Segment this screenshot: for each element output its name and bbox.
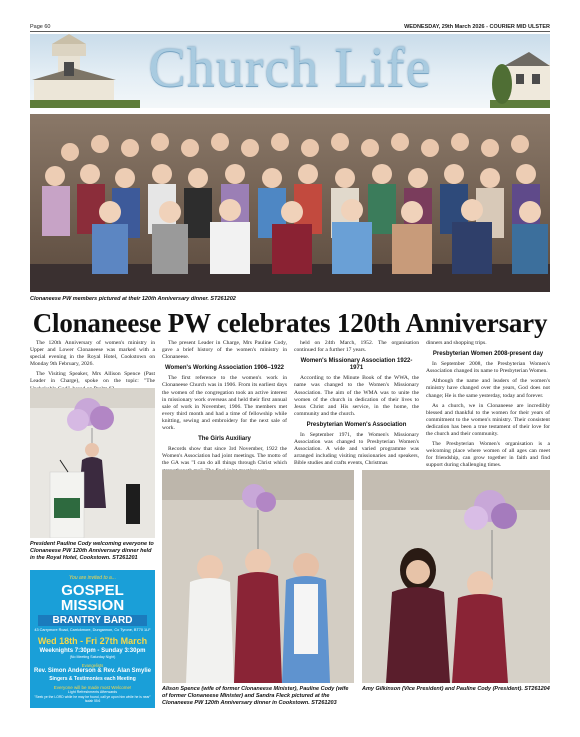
advert-welcome: Everyone will be made most Welcome! (53, 685, 132, 690)
col3-paragraph: held on 24th March, 1952. The organisation continued for a further 17 years. (294, 340, 419, 354)
group-photo-caption: Clonaneese PW members pictured at their 120th Anniversary dinner. ST261202 (30, 296, 236, 302)
advert-title: GOSPEL MISSION (60, 582, 125, 614)
advert-singers: Singers & Testimonies each Meeting (49, 676, 136, 682)
col4-subheading: Presbyterian Women 2008-present day (432, 351, 544, 358)
dateline: WEDNESDAY, 29th March 2026 - COURIER MID ULSTER (404, 24, 550, 30)
article-headline: Clonaneese PW celebrates 120th Anniversary (32, 308, 548, 338)
advert-evangelists: Rev. Simon Anderson & Rev. Alan Smylie (33, 668, 152, 674)
advert-dates: Wed 18th - Fri 27th March (37, 636, 148, 646)
duo-photo-art (362, 470, 550, 683)
col3-subheading: Presbyterian Women's Association (306, 421, 407, 428)
pauline-caption: President Pauline Cody welcoming everyone to Clonaneese PW 120th Anniversary dinner held in the Royal Hotel, Cookstown. ST261201 (30, 541, 154, 561)
col2-subheading: Women's Working Association 1906–1922 (164, 365, 285, 372)
advert-address: 43 Carrymore Road, Carrickmore, Dungannon, Co Tyrone, BT70 1LF (34, 628, 151, 632)
duo-photo (362, 470, 550, 683)
article-column-3 (294, 340, 419, 471)
col4-paragraph: The Presbyterian Women's organisation is a welcoming place where women of all ages can meet for friendship, can grow together in faith and find support during challenging times. (426, 441, 550, 469)
group-photo-art (30, 114, 550, 292)
trio-photo-art (162, 470, 354, 683)
trio-photo (162, 470, 354, 683)
pauline-photo (30, 388, 155, 538)
col2-subheading: The Girls Auxiliary (198, 436, 251, 443)
advert-info: Light Refreshments Afterwards (67, 690, 118, 694)
col4-paragraph: dinners and shopping trips. (426, 340, 487, 346)
col3-paragraph: In September 1971, the Women's Missionary Association was changed to Presbyterian Women's Association. A wide and varied programme was arranged including visiting missionaries and speakers, Bible studies and crafts events, Christmas (294, 432, 419, 467)
church-life-banner (30, 34, 550, 108)
col1-paragraph: The 120th Anniversary of women's ministry in Upper and Lower Clonaneese was marked with a special evening in the Royal Hotel, Cookstown on Monday 9th February, 2026. (30, 340, 155, 368)
duo-caption: Amy Gilkinson (Vice President) and Pauline Cody (President). ST261204 (362, 686, 550, 692)
col3-paragraph: According to the Minute Book of the WWA, the name was changed to the Women's Missionary Association. The aim of the WMA was to unite the women of the church in dedication of their lives to Jesus Christ and His service, in the home, the community and the church. (294, 375, 419, 417)
advert-verse: "Seek ye the LORD while he may be found, call ye upon him while he is near" (34, 695, 151, 699)
page-number: Page 60 (30, 24, 51, 30)
advert-evangelists-label: Evangelists (81, 663, 104, 668)
gospel-mission-advert (30, 570, 155, 708)
col4-paragraph: As a church, we in Clonaneese are incredibly blessed and thankful to the women for their years of commitment to the women's ministry. Their consistent dedication has been a true testament of their love for the church and their community. (426, 402, 550, 438)
advert-no-meeting: (No Meeting Saturday Night) (69, 655, 116, 659)
header-rule (30, 31, 550, 32)
advert-invite: You are invited to a... (69, 575, 116, 581)
article-column-2 (162, 340, 287, 478)
col4-paragraph: In September 2008, the Presbyterian Women's Association changed its name to Presbyterian Women. (426, 361, 550, 375)
col2-paragraph: The first reference to the women's work in Clonaneese Church was in 1906. From its earliest days the women of the congregation took an active interest in missionary work overseas and held their first annual sale of work in November, 1906. The members met every third month and had a time of fellowship while knitting, sewing and embroidery for the next sale of work. (162, 375, 287, 432)
col2-paragraph: The present Leader in Charge, Mrs Pauline Cody, gave a brief history of the women's ministry in Clonaneese. (162, 340, 287, 361)
advert-times: Weeknights 7:30pm - Sunday 3:30pm (39, 648, 146, 654)
col3-subheading: Women's Missionary Association 1922-1971 (300, 358, 413, 372)
advert-place: BRANTRY BARD (38, 615, 147, 626)
col2-paragraph: Records show that since 3rd November, 1922 the Women's Association had joint meetings. The motto of the GA was "I can do all things through Christ which (162, 446, 287, 467)
col4-paragraph: Although the name and leaders of the women's ministry have changed over the years, God does not change; He is the same yesterday, today and forever. (426, 378, 550, 399)
col1-paragraph: The Visiting Speaker, Mrs Allison Spence (Past Leader in Charge), spoke on the topic: "The (30, 371, 155, 385)
advert-verse-ref: Isaiah 55:6 (84, 699, 101, 703)
banner-title: Church Life (148, 37, 432, 99)
pauline-photo-art (30, 388, 155, 538)
group-photo (30, 114, 550, 292)
trio-caption: Alison Spence (wife of former Clonaneese Minister), Pauline Cody (wife of former Clonaneese Minister) and Sandra Fleck pictured at the Clonaneese PW 120th Anniversary dinner in Cookstown. ST261203 (162, 686, 349, 706)
